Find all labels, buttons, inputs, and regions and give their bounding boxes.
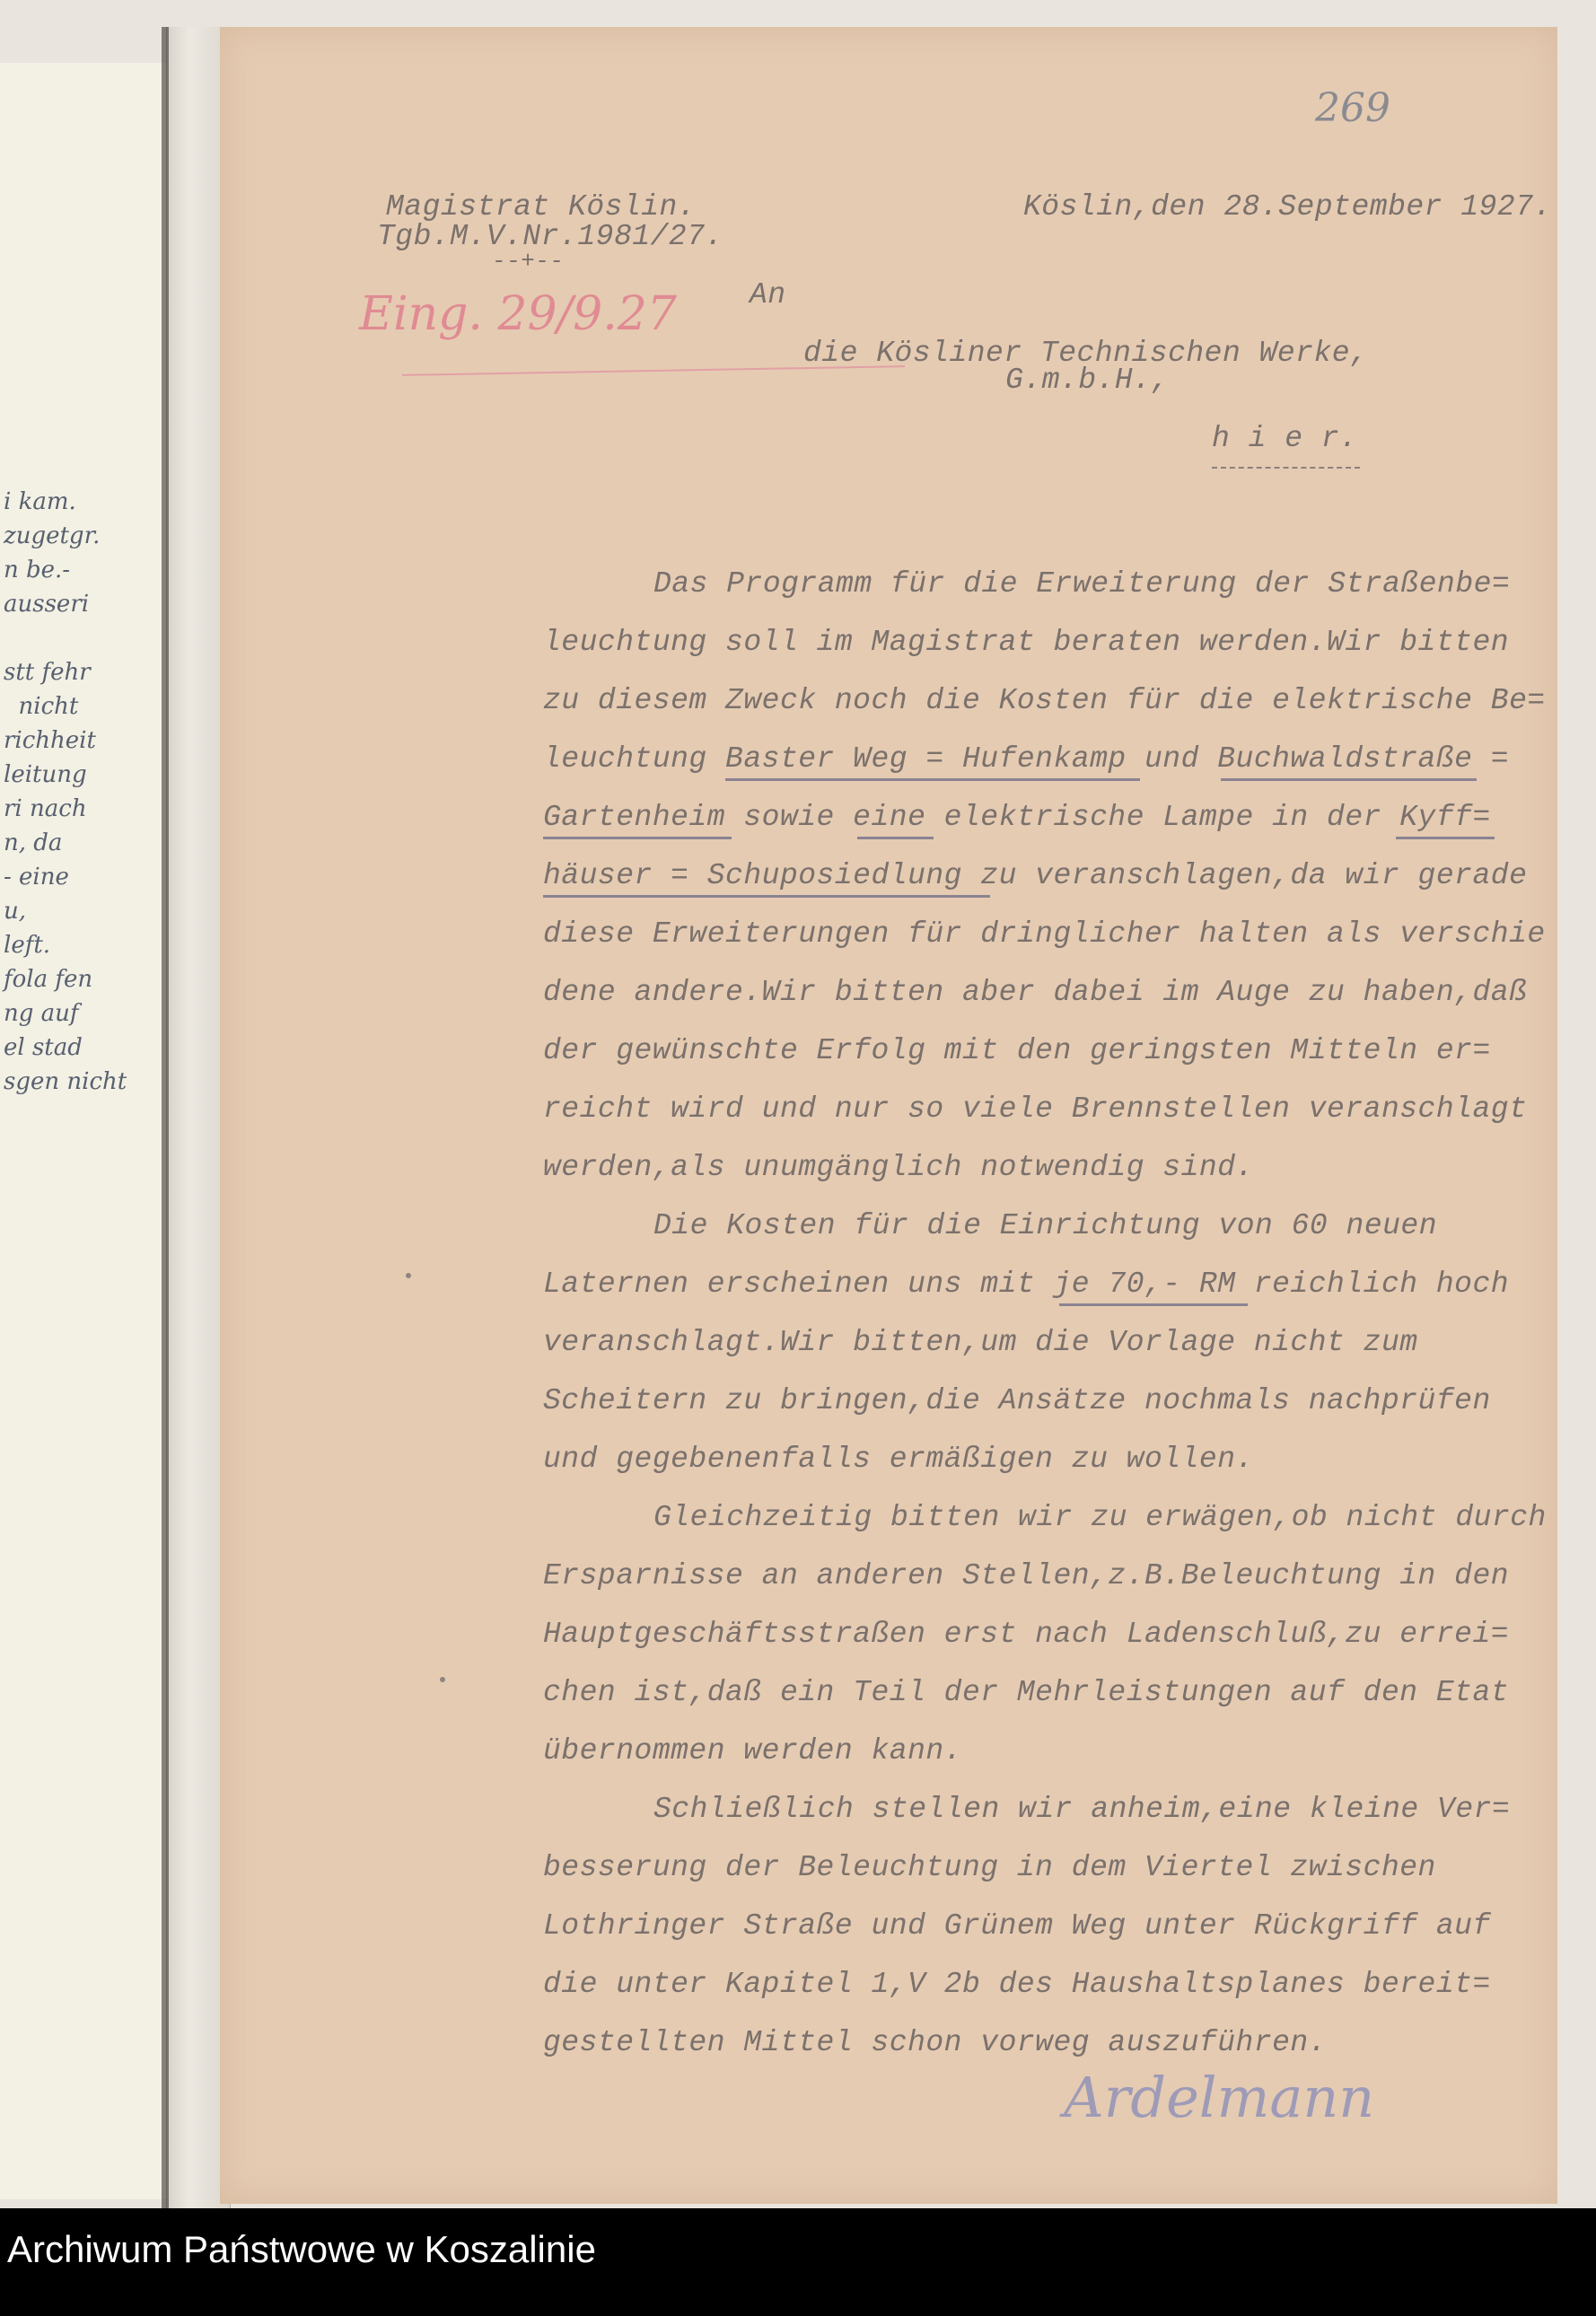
body-line: Die Kosten für die Einrichtung von 60 neuen [653, 1209, 1438, 1242]
body-line: gestellten Mittel schon vorweg auszuführen. [543, 2026, 1328, 2059]
recipient-line-3: h i e r. [1212, 422, 1358, 455]
body-line: Schließlich stellen wir anheim,eine kleine Ver= [653, 1793, 1511, 1826]
underline-eine [857, 837, 934, 839]
body-line: Das Programm für die Erweiterung der Straßenbe= [653, 567, 1511, 601]
body-line: Laternen erscheinen uns mit je 70,- RM reichlich hoch [543, 1268, 1510, 1301]
body-line: veranschlagt.Wir bitten,um die Vorlage nicht zum [543, 1326, 1418, 1359]
sender-line-2: Tgb.M.V.Nr.1981/27. [377, 220, 723, 253]
underline-baster-weg [725, 778, 1140, 781]
body-line: und gegebenenfalls ermäßigen zu wollen. [543, 1443, 1254, 1476]
body-line: diese Erweiterungen für dringlicher halten als verschie [543, 917, 1546, 951]
body-line: Ersparnisse an anderen Stellen,z.B.Beleuchtung in den [543, 1559, 1510, 1592]
recipient-line-1: die Kösliner Technischen Werke, [803, 337, 1369, 370]
archive-caption: Archiwum Państwowe w Koszalinie [7, 2228, 596, 2270]
left-page-handwriting: i kam. zugetgr. n be.- ausseri stt fehr nicht richheit leitung ri nach n, da - eine u, left. fola fen ng auf el stad sgen nicht [4, 488, 127, 1095]
body-line: die unter Kapitel 1,V 2b des Haushaltsplanes bereit= [543, 1968, 1491, 2001]
underline-price [1059, 1303, 1248, 1306]
received-mark: Eing. 29/9.27 [359, 287, 677, 341]
body-line: Gleichzeitig bitten wir zu erwägen,ob nicht durch [653, 1501, 1547, 1534]
signature: Ardelmann [1064, 2065, 1375, 2130]
body-line: Gartenheim sowie eine elektrische Lampe in der Kyff= [543, 801, 1491, 834]
body-line: übernommen werden kann. [543, 1734, 962, 1768]
body-line: zu diesem Zweck noch die Kosten für die elektrische Be= [543, 684, 1546, 717]
archive-number: 269 [1315, 85, 1390, 131]
recipient-line-2: G.m.b.H., [1005, 364, 1170, 397]
margin-dot [406, 1273, 411, 1278]
body-line: Lothringer Straße und Grünem Weg unter Rückgriff auf [543, 1909, 1491, 1943]
body-line: leuchtung soll im Magistrat beraten werden.Wir bitten [543, 626, 1510, 659]
binding-shadow [162, 27, 169, 2208]
left-page [0, 63, 186, 2199]
sender-rule: --+-- [492, 248, 565, 275]
margin-dot [440, 1677, 445, 1682]
date-line: Köslin,den 28.September 1927. [1023, 190, 1552, 224]
body-line: besserung der Beleuchtung in dem Viertel zwischen [543, 1851, 1436, 1884]
body-line: chen ist,daß ein Teil der Mehrleistungen auf den Etat [543, 1676, 1510, 1709]
underline-gartenheim [543, 837, 732, 839]
underline-buchwaldstrasse [1221, 778, 1477, 781]
body-line: Hauptgeschäftsstraßen erst nach Ladenschluß,zu errei= [543, 1618, 1510, 1651]
body-line: häuser = Schuposiedlung zu veranschlagen,da wir gerade [543, 859, 1528, 892]
body-line: Scheitern zu bringen,die Ansätze nochmals nachprüfen [543, 1384, 1491, 1417]
sender-line-1: Magistrat Köslin. [386, 190, 697, 224]
body-line: werden,als unumgänglich notwendig sind. [543, 1151, 1254, 1184]
body-line: leuchtung Baster Weg = Hufenkamp und Buchwaldstraße = [543, 742, 1510, 776]
underline-schuposiedlung [543, 895, 990, 898]
body-line: der gewünschte Erfolg mit den geringsten Mitteln er= [543, 1034, 1491, 1067]
body-line: dene andere.Wir bitten aber dabei im Auge zu haben,daß [543, 976, 1528, 1009]
body-line: reicht wird und nur so viele Brennstellen veranschlagt [543, 1092, 1528, 1126]
recipient-underline [1212, 467, 1360, 469]
underline-kyff [1396, 837, 1495, 839]
recipient-an: An [750, 278, 786, 311]
